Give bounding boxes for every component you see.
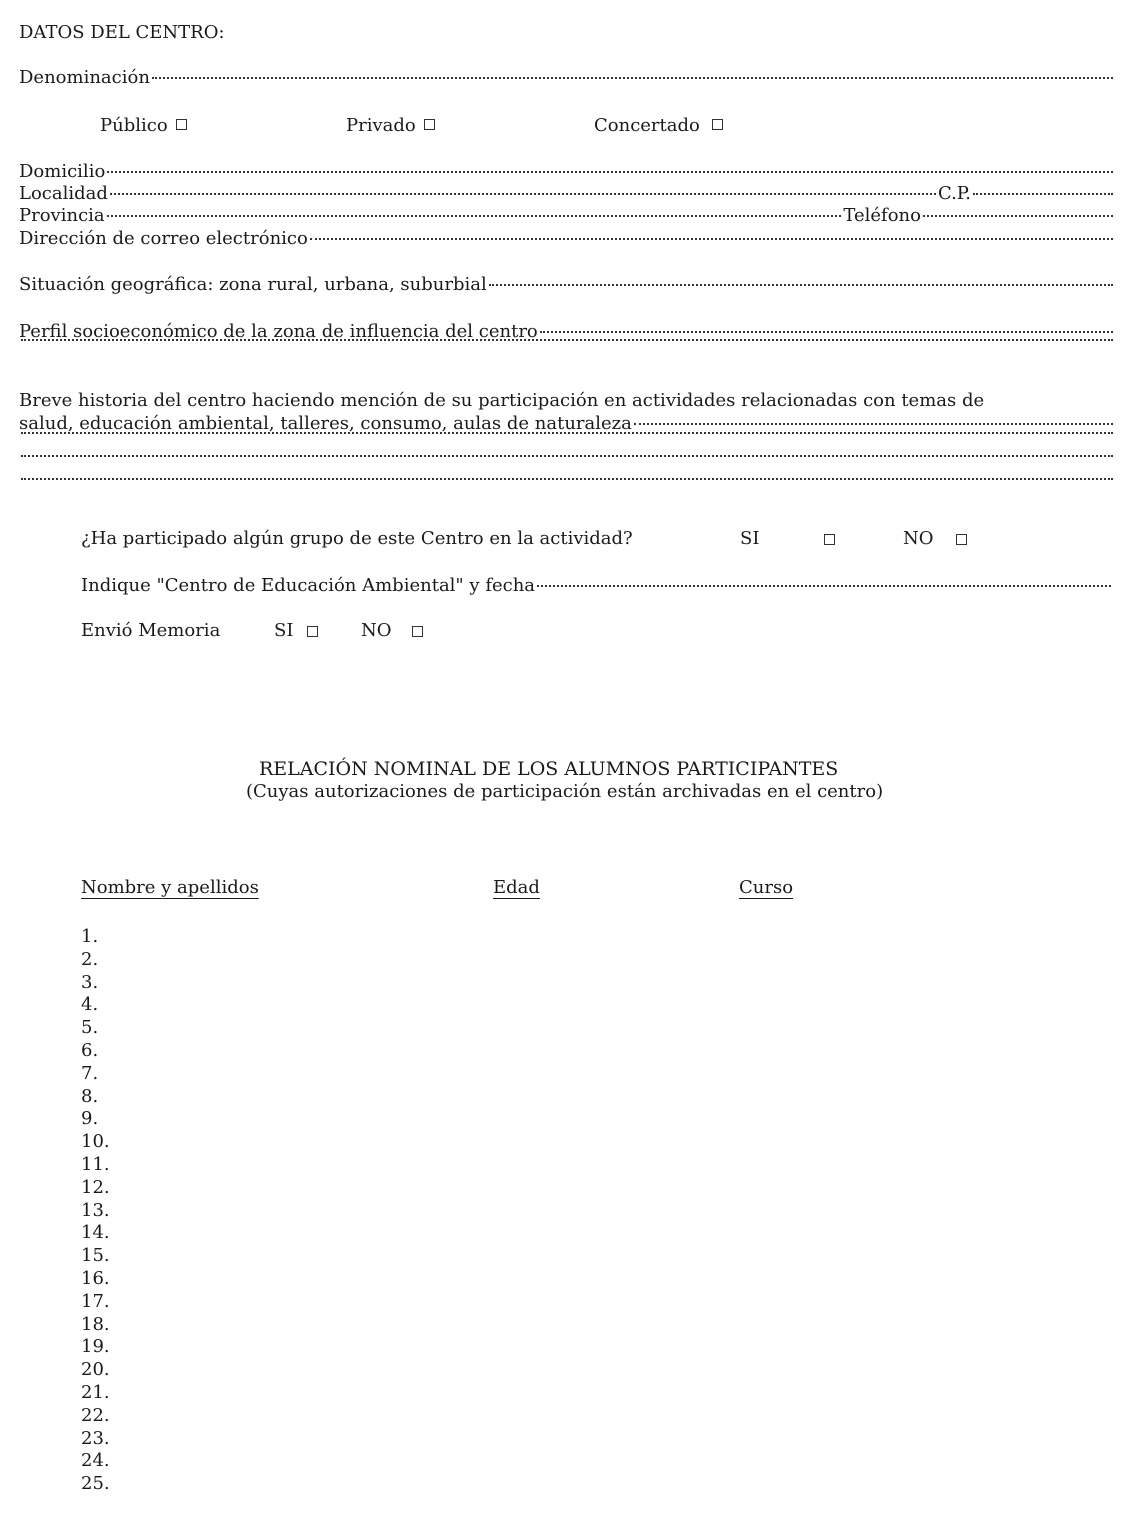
historia-fill-line[interactable] xyxy=(634,423,1113,425)
list-item: 13. xyxy=(81,1199,110,1221)
relacion-title: RELACIÓN NOMINAL DE LOS ALUMNOS PARTICIPANTES xyxy=(259,758,839,780)
publico-label: Público xyxy=(100,115,168,136)
privado-label: Privado xyxy=(346,115,416,136)
situacion-field[interactable] xyxy=(19,274,1115,296)
historia-extra-line-2[interactable] xyxy=(19,459,1115,461)
email-field[interactable] xyxy=(19,228,1115,250)
provincia-fill-line[interactable] xyxy=(107,215,842,217)
participacion-si-checkbox[interactable] xyxy=(824,534,835,545)
historia-fill-line-3[interactable] xyxy=(21,455,1113,457)
memoria-si-label: SI xyxy=(274,620,294,641)
indique-label: Indique "Centro de Educación Ambiental" y fecha xyxy=(81,575,536,596)
situacion-fill-line[interactable] xyxy=(489,284,1113,286)
list-item: 21. xyxy=(81,1382,110,1403)
localidad-fill-line[interactable] xyxy=(110,193,936,195)
memoria-label: Envió Memoria xyxy=(81,620,221,641)
indique-field[interactable] xyxy=(81,575,1113,597)
localidad-label: Localidad xyxy=(19,183,108,204)
list-item: 17. xyxy=(81,1290,110,1312)
list-item: 14. xyxy=(81,1222,110,1244)
perfil-extra-line[interactable] xyxy=(19,343,1115,345)
denominacion-fill-line[interactable] xyxy=(152,77,1113,79)
historia-extra-line-3[interactable] xyxy=(19,482,1115,484)
denominacion-field[interactable] xyxy=(19,67,1115,89)
option-concertado[interactable] xyxy=(594,115,723,137)
domicilio-field[interactable] xyxy=(19,161,1115,183)
historia-fill-line-4[interactable] xyxy=(21,478,1113,480)
concertado-checkbox[interactable] xyxy=(712,119,723,130)
memoria-no-label: NO xyxy=(361,620,392,641)
memoria-si-checkbox[interactable] xyxy=(307,626,318,637)
indique-fill-line[interactable] xyxy=(537,585,1111,587)
list-item: 1. xyxy=(81,926,99,947)
column-header-nombre: Nombre y apellidos xyxy=(81,877,259,898)
list-item: 12. xyxy=(81,1176,110,1198)
list-item: 16. xyxy=(81,1268,110,1289)
list-item: 10. xyxy=(81,1131,110,1153)
list-item: 20. xyxy=(81,1359,110,1381)
list-item: 6. xyxy=(81,1040,99,1061)
list-item: 7. xyxy=(81,1062,99,1084)
concertado-label: Concertado xyxy=(594,115,700,136)
list-item: 5. xyxy=(81,1017,99,1039)
list-item: 4. xyxy=(81,994,99,1016)
provincia-telefono-field[interactable] xyxy=(19,205,1115,227)
column-header-curso: Curso xyxy=(739,877,794,898)
historia-fill-line-2[interactable] xyxy=(21,432,1113,434)
historia-label-line-1: Breve historia del centro haciendo mención de su participación en actividades relacionadas con temas de xyxy=(19,390,985,411)
list-item: 18. xyxy=(81,1313,110,1335)
column-header-edad: Edad xyxy=(493,877,540,898)
list-item: 24. xyxy=(81,1450,110,1472)
option-privado[interactable] xyxy=(346,115,435,137)
perfil-fill-line[interactable] xyxy=(540,331,1113,333)
email-fill-line[interactable] xyxy=(310,238,1113,240)
domicilio-label: Domicilio xyxy=(19,161,106,182)
denominacion-label: Denominación xyxy=(19,67,150,88)
historia-label-line-2: salud, educación ambiental, talleres, consumo, aulas de naturaleza xyxy=(19,413,632,434)
privado-checkbox[interactable] xyxy=(424,119,435,130)
memoria-no-checkbox[interactable] xyxy=(412,626,423,637)
domicilio-fill-line[interactable] xyxy=(107,171,1113,173)
list-item: 3. xyxy=(81,971,99,993)
participacion-si-label: SI xyxy=(740,528,760,549)
participacion-no-checkbox[interactable] xyxy=(956,534,967,545)
list-item: 15. xyxy=(81,1245,110,1267)
participacion-question: ¿Ha participado algún grupo de este Centro en la actividad? xyxy=(81,528,633,549)
provincia-label: Provincia xyxy=(19,205,105,226)
list-item: 11. xyxy=(81,1154,110,1175)
cp-fill-line[interactable] xyxy=(973,193,1113,195)
telefono-label: Teléfono xyxy=(843,205,921,226)
list-item: 2. xyxy=(81,948,99,970)
publico-checkbox[interactable] xyxy=(176,119,187,130)
situacion-label: Situación geográfica: zona rural, urbana, suburbial xyxy=(19,274,487,295)
list-item: 23. xyxy=(81,1427,110,1449)
section-title: DATOS DEL CENTRO: xyxy=(19,22,225,43)
email-label: Dirección de correo electrónico xyxy=(19,228,308,249)
telefono-fill-line[interactable] xyxy=(923,215,1113,217)
historia-extra-line-1[interactable] xyxy=(19,436,1115,438)
localidad-cp-field[interactable] xyxy=(19,183,1115,205)
relacion-subtitle: (Cuyas autorizaciones de participación están archivadas en el centro) xyxy=(246,781,884,802)
list-item: 25. xyxy=(81,1473,110,1495)
list-item: 9. xyxy=(81,1108,99,1130)
list-item: 19. xyxy=(81,1336,110,1358)
list-item: 22. xyxy=(81,1404,110,1426)
option-publico[interactable] xyxy=(100,115,187,137)
cp-label: C.P. xyxy=(937,183,971,204)
list-item: 8. xyxy=(81,1085,99,1107)
perfil-label: Perfil socioeconómico de la zona de influencia del centro xyxy=(19,321,538,342)
perfil-fill-line-2[interactable] xyxy=(21,339,1113,341)
participacion-no-label: NO xyxy=(903,528,934,549)
